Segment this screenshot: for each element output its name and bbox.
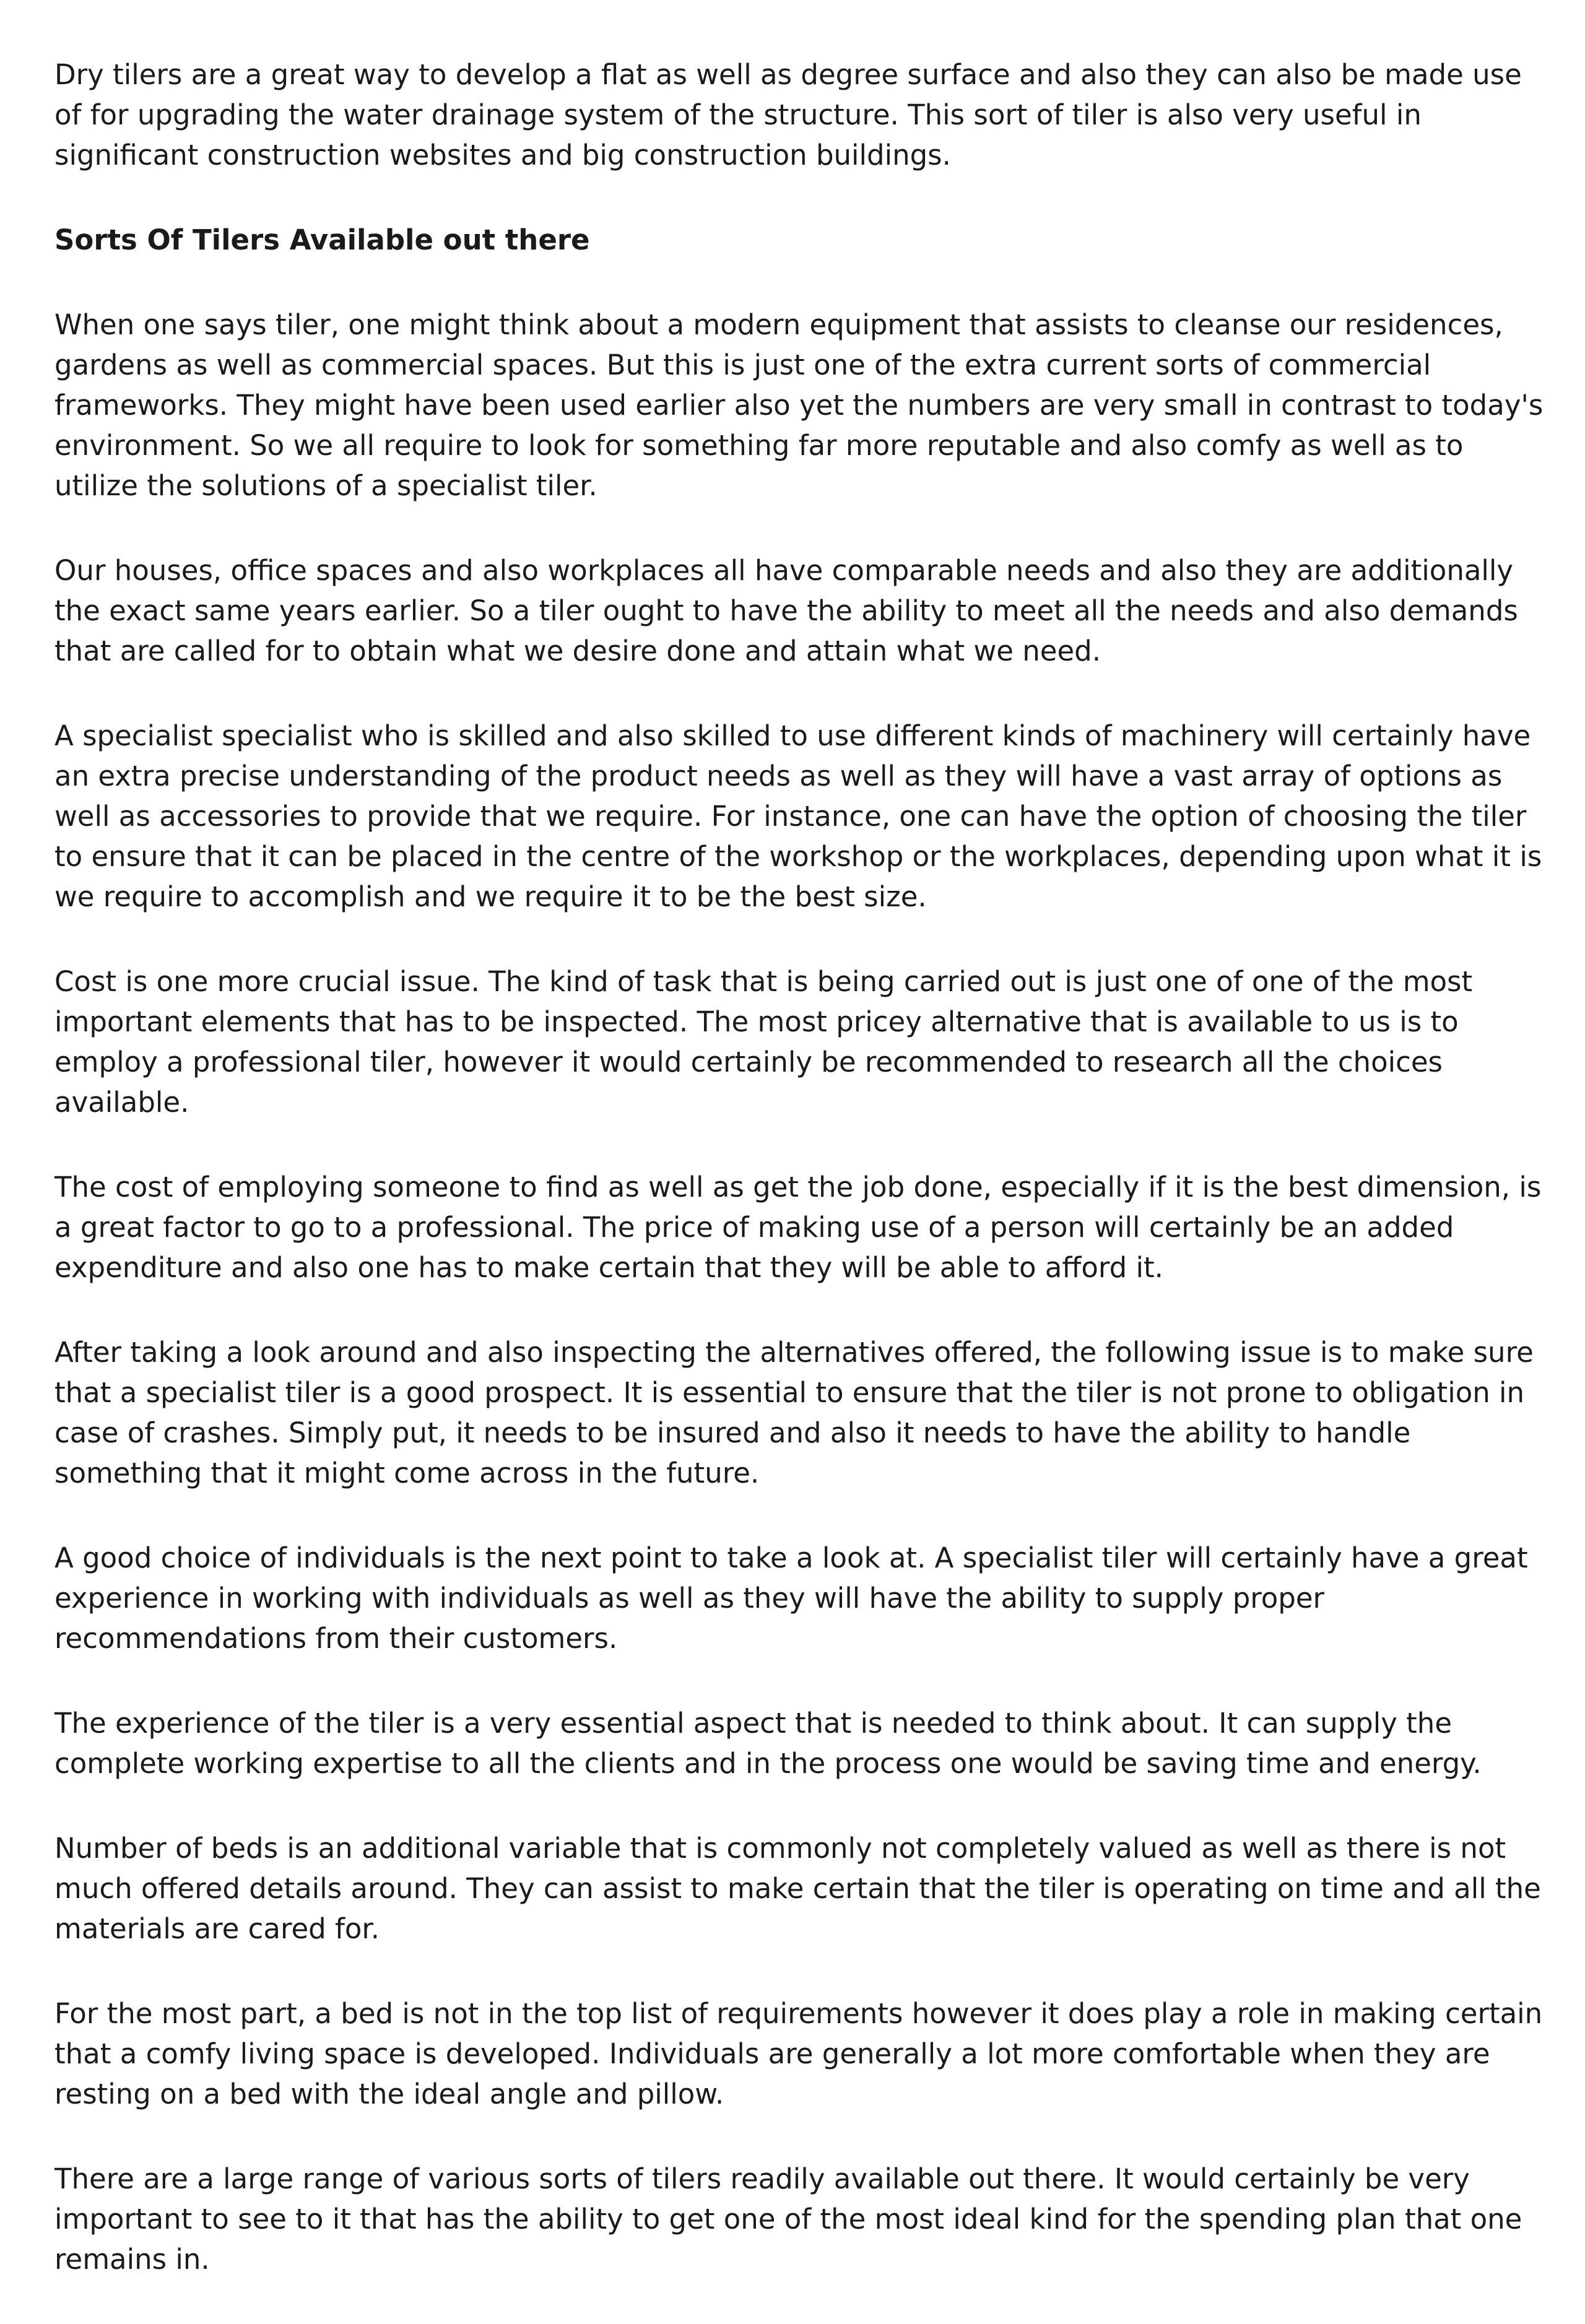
section-heading: Sorts Of Tilers Available out there	[54, 223, 590, 256]
document-page	[54, 54, 1555, 2324]
paragraph: After taking a look around and also inspecting the alternatives offered, the following issue is to make sure that a specialist tiler is a good prospect. It is essential to ensure that the tiler is not prone to obligation in case of crashes. Simply put, it needs to be insured and also it needs to have the ability to handle something that it might come across in the future.	[54, 1336, 1534, 1489]
paragraph: For the most part, a bed is not in the top list of requirements however it does play a role in making certain that a comfy living space is developed. Individuals are generally a lot more comfortable when they are resting on a bed with the ideal angle and pillow.	[54, 1997, 1543, 2110]
paragraph: A good choice of individuals is the next point to take a look at. A specialist tiler will certainly have a great experience in working with individuals as well as they will have the ability to supply proper recommendations from their customers.	[54, 1541, 1528, 1655]
intro-paragraph: Dry tilers are a great way to develop a flat as well as degree surface and also they can also be made use of for upgrading the water drainage system of the structure. This sort of tiler is also very useful in significant construction websites and big construction buildings.	[54, 58, 1522, 171]
paragraph: Cost is one more crucial issue. The kind of task that is being carried out is just one of one of the most important elements that has to be inspected. The most pricey alternative that is available to us is to employ a professional tiler, however it would certainly be recommended to research all the choices available.	[54, 965, 1473, 1119]
paragraph: The experience of the tiler is a very essential aspect that is needed to think about. It can supply the complete working expertise to all the clients and in the process one would be saving time and energy.	[54, 1707, 1482, 1780]
paragraph: When one says tiler, one might think about a modern equipment that assists to cleanse our residences, gardens as well as commercial spaces. But this is just one of the extra current sorts of commercial frameworks. They might have been used earlier also yet the numbers are very small in contrast to today's environment. So we all require to look for something far more reputable and also comfy as well as to utilize the solutions of a specialist tiler.	[54, 308, 1544, 502]
paragraph: Number of beds is an additional variable that is commonly not completely valued as well as there is not much offered details around. They can assist to make certain that the tiler is operating on time and all the materials are cared for.	[54, 1832, 1541, 1945]
paragraph: A specialist specialist who is skilled and also skilled to use different kinds of machinery will certainly have an extra precise understanding of the product needs as well as they will have a vast array of options as well as accessories to provide that we require. For instance, one can have the option of choosing the tiler to ensure that it can be placed in the centre of the workshop or the workplaces, depending upon what it is we require to accomplish and we require it to be the best size.	[54, 719, 1542, 913]
paragraph: Our houses, office spaces and also workplaces all have comparable needs and also they are additionally the exact same years earlier. So a tiler ought to have the ability to meet all the needs and also demands that are called for to obtain what we desire done and attain what we need.	[54, 554, 1518, 667]
paragraph: The cost of employing someone to find as well as get the job done, especially if it is the best dimension, is a great factor to go to a professional. The price of making use of a person will certainly be an added expenditure and also one has to make certain that they will be able to afford it.	[54, 1171, 1542, 1284]
paragraph: There are a large range of various sorts of tilers readily available out there. It would certainly be very important to see to it that has the ability to get one of the most ideal kind for the spending plan that one remains in.	[54, 2162, 1522, 2276]
